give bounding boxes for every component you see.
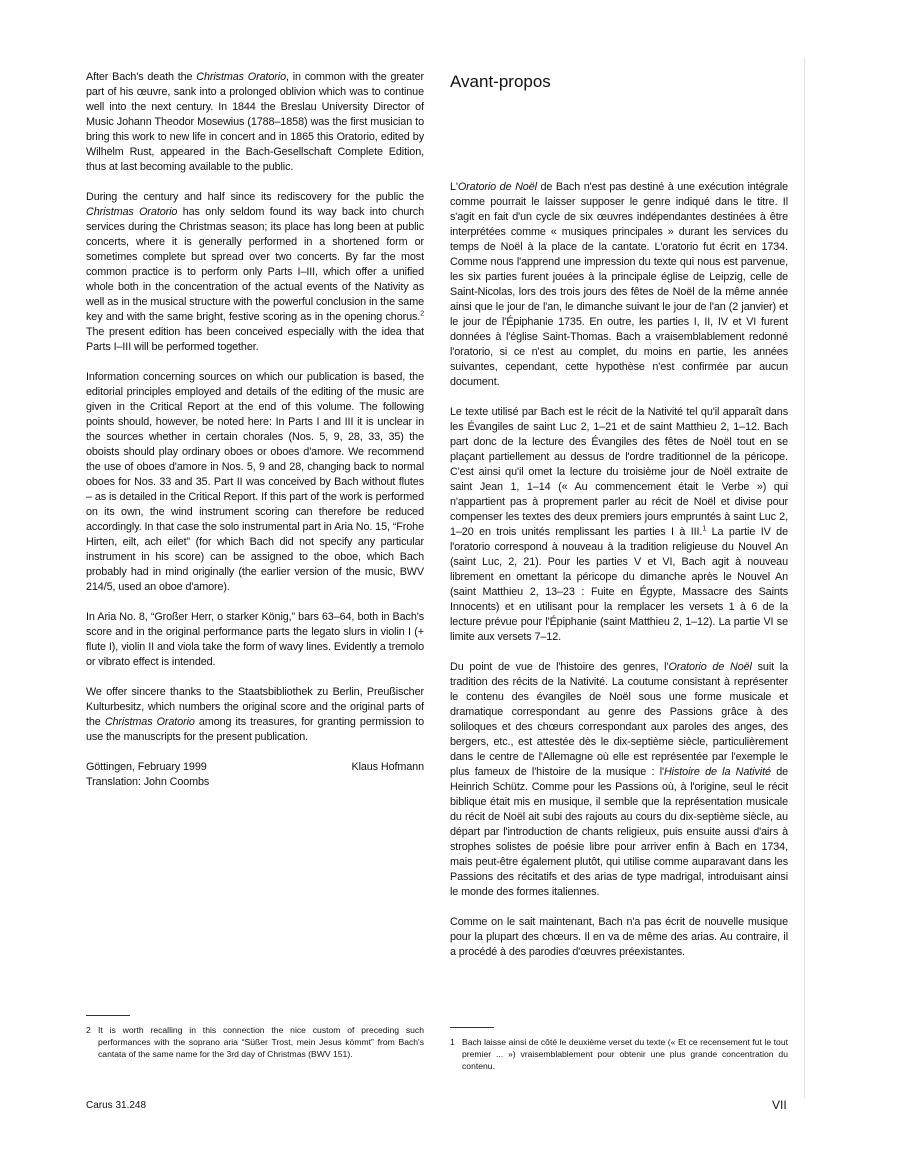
footnote-reference: 1 bbox=[702, 525, 707, 533]
publisher-reference: Carus 31.248 bbox=[86, 1100, 147, 1111]
footnote-reference: 2 bbox=[420, 310, 424, 318]
footnote-french bbox=[450, 1036, 788, 1072]
paragraph bbox=[450, 660, 788, 900]
text-run: de Bach n'est pas destiné à une exécution intégrale comme pourrait le laisser supposer le genre indiqué dans le titre. Il s'agit en fait d'un cycle de six œuvres indépendantes destinées à être interprétées comme « musiques principales » durant les services du temps de Noël à la place de la cantate. L'oratorio fut écrit en 1734. Comme nous l'apprend une impression du texte qui nous est parvenue, les six parties furent jouées à la principale église de Leipzig, celle de Saint-Nicolas, lors des trois jours des fêtes de Noël de la même année ainsi que le jour de l'an, le dimanche suivant le jour de l'an (2 janvier) et le jour de l'Épiphanie 1735. En outre, les parties I, II, IV et VI furent données à l'église Saint-Thomas. Bach a vraisemblablement redonné l'oratorio, si ce n'est au complet, du moins en partie, les années suivantes, cependant, cette hypothèse n'est confirmée par aucun document. bbox=[450, 181, 788, 388]
place-date: Göttingen, February 1999 bbox=[86, 761, 207, 773]
text-run: L' bbox=[450, 181, 458, 193]
paragraph bbox=[86, 70, 424, 175]
french-paragraphs bbox=[450, 180, 788, 960]
footnote-english bbox=[86, 1024, 424, 1060]
footnote-rule-right bbox=[450, 1027, 494, 1028]
footnote-mark: 1 bbox=[450, 1037, 455, 1047]
paragraph bbox=[450, 915, 788, 960]
footnote-mark: 2 bbox=[86, 1025, 91, 1035]
paragraph bbox=[450, 180, 788, 390]
english-text-column bbox=[86, 70, 424, 790]
paragraph bbox=[450, 405, 788, 645]
work-title: Christmas Oratorio bbox=[104, 716, 195, 728]
text-run: La partie IV de l'oratorio correspond à nouveau à la tradition religieuse du Nouvel An (saint Luc, 2, 21). Pour les parties V et VI, Bach agit à nouveau librement en omettant la péricope du dimanche après le Nouvel An (saint Matthieu 2, 13–23 : Fuite en Égypte, Massacre des Saints Innocents) et en utilisant pour la remplacer les versets 1 à 6 de la lecture prévue pour l'Épiphanie (saint Matthieu 2, 1–12). La partie VI se limite aux versets 7–12. bbox=[450, 526, 788, 643]
paragraph bbox=[86, 370, 424, 595]
page-heading: Avant-propos bbox=[450, 72, 551, 91]
margin-rule bbox=[804, 58, 805, 1098]
work-title: Histoire de la Nativité bbox=[663, 766, 771, 778]
text-run: We offer sincere thanks to the Staatsbibliothek zu Berlin, Preußischer Kulturbesitz, which numbers the original score and the original parts of the bbox=[86, 686, 424, 728]
paragraph bbox=[86, 190, 424, 355]
text-run: has only seldom found its way back into church services during the Christmas season; its place has long been at public concerts, where it is generally performed in a shortened form or sometimes complete but spread over two concerts. By far the most common practice is to perform only Parts I–III, which offer a unified whole both in the concentration of the actual events of the Nativity as well as in the musical structure with the powerful conclusion in the same key and with the same bright, festive scoring as in the opening chorus. bbox=[86, 206, 424, 323]
work-title: Oratorio de Noël bbox=[457, 181, 537, 193]
text-run: Le texte utilisé par Bach est le récit de la Nativité tel qu'il apparaît dans les Évangiles de saint Luc 2, 1–21 et de saint Matthieu 2, 1–12. Bach part donc de la lecture des Évangiles des fêtes de Noël tout en se plaçant partiellement au dessus de l'ordre traditionnel de la péricope. C'est ainsi qu'il omet la lecture du troisième jour de Noël extraite de saint Jean 1, 1–14 (« Au commencement était le Verbe ») qui n'appartient pas à proprement parler au récit de Noël et divise pour compenser les textes des deux premiers jours empruntés à saint Luc 2, 1–20 en trois unités remplissant les parties I à III. bbox=[450, 406, 788, 538]
footnote-text: It is worth recalling in this connection the nice custom of preceding such performances with the soprano aria “Süßer Trost, mein Jesus kömmt” from Bach's cantata of the same name for the 3rd day of Christmas (BWV 151). bbox=[98, 1025, 424, 1059]
text-run: Comme on le sait maintenant, Bach n'a pas écrit de nouvelle musique pour la plupart des chœurs. Il en va de même des arias. Au contraire, il a procédé à des parodies d'œuvres préexistantes. bbox=[450, 916, 788, 958]
french-text-column bbox=[450, 180, 788, 975]
text-run: During the century and half since its rediscovery for the public the bbox=[86, 191, 424, 203]
signature-row bbox=[86, 760, 424, 775]
text-run: In Aria No. 8, “Großer Herr, o starker König,” bars 63–64, both in Bach's score and in the original performance parts the legato slurs in violin I (+ flute I), violin II and viola take the form of wavy lines. Evidently a tremolo or vibrato effect is intended. bbox=[86, 611, 424, 668]
footnote-rule-left bbox=[86, 1015, 130, 1016]
translator-credit: Translation: John Coombs bbox=[86, 776, 210, 788]
work-title: Oratorio de Noël bbox=[668, 661, 752, 673]
author-name: Klaus Hofmann bbox=[351, 761, 424, 773]
paragraph bbox=[86, 610, 424, 670]
text-run: de Heinrich Schütz. Comme pour les Passions où, à l'origine, seul le récit biblique était mis en musique, il semble que la représentation musicale du récit de Noël ait subi des rajouts au cours du dix-septième siècle, au départ par l'introduction de chants religieux, puis ensuite aussi d'airs à strophes solistes de poésie libre pour arriver enfin à Bach en 1734, mais peut-être également plutôt, qui utilise comme auparavant dans les Passions des récitatifs et des arias de type madrigal, introduisant ainsi le monde des formes italiennes. bbox=[450, 766, 788, 898]
work-title: Christmas Oratorio bbox=[86, 206, 178, 218]
footnote-text: Bach laisse ainsi de côté le deuxième verset du texte (« Et ce recensement fut le tout premier ... ») vraisemblablement pour obtenir une plus grande concentration du contenu. bbox=[462, 1037, 788, 1071]
text-run: Du point de vue de l'histoire des genres, l' bbox=[450, 661, 669, 673]
english-paragraphs bbox=[86, 70, 424, 745]
work-title: Christmas Oratorio bbox=[196, 71, 286, 83]
page-number: VII bbox=[772, 1098, 787, 1112]
paragraph bbox=[86, 685, 424, 745]
text-run: Information concerning sources on which our publication is based, the editorial principles employed and details of the editing of the music are given in the Critical Report at the end of this volume. The following points should, however, be noted here: In Parts I and III it is unclear in the sources whether in certain chorales (Nos. 5, 9, 28, 33, 35) the oboists should play ordinary oboes or oboes d'amore. We recommend the use of oboes d'amore in Nos. 5, 9 and 28, changing back to normal oboes for Nos. 33 and 35. Part II was conceived by Bach without flutes – as is detailed in the Critical Report. If this part of the work is performed on its own, the wind instrument scoring can therefore be reduced accordingly. In that case the solo instrumental part in Aria No. 15, “Frohe Hirten, eilt, ach eilet” (for which Bach did not specify any particular instrument in his score) can be assigned to the oboe, which Bach probably had in mind originally (the earlier version of the music, BWV 214/5, used an oboe d'amore). bbox=[86, 371, 424, 593]
text-run: The present edition has been conceived especially with the idea that Parts I–III will be performed together. bbox=[86, 326, 424, 353]
text-run: among its treasures, for granting permission to use the manuscripts for the present publication. bbox=[86, 716, 425, 743]
text-run: , in common with the greater part of his œuvre, sank into a prolonged oblivion which was to continue well into the next century. In 1844 the Breslau University Director of Music Johann Theodor Mosewius (1788–1858) was the first musician to bring this work to new life in concert and in 1865 this Oratorio, edited by Wilhelm Rust, appeared in the Bach-Gesellschaft Complete Edition, thus at last becoming available to the public. bbox=[86, 71, 425, 173]
text-run: suit la tradition des récits de la Nativité. La coutume consistant à représenter le contenu des évangiles de Noël sous une forme musicale et dramatique correspondant au genre des Passions grâce à des soliloques et des chœurs correspondant aux paroles des anges, des bergers, etc., est attestée dès le dix-septième siècle, particulièrement dans le centre de l'Allemagne où elle est représentée par l'exemple le plus fameux de l'histoire de la musique : l' bbox=[450, 661, 788, 778]
text-run: After Bach's death the bbox=[86, 71, 197, 83]
